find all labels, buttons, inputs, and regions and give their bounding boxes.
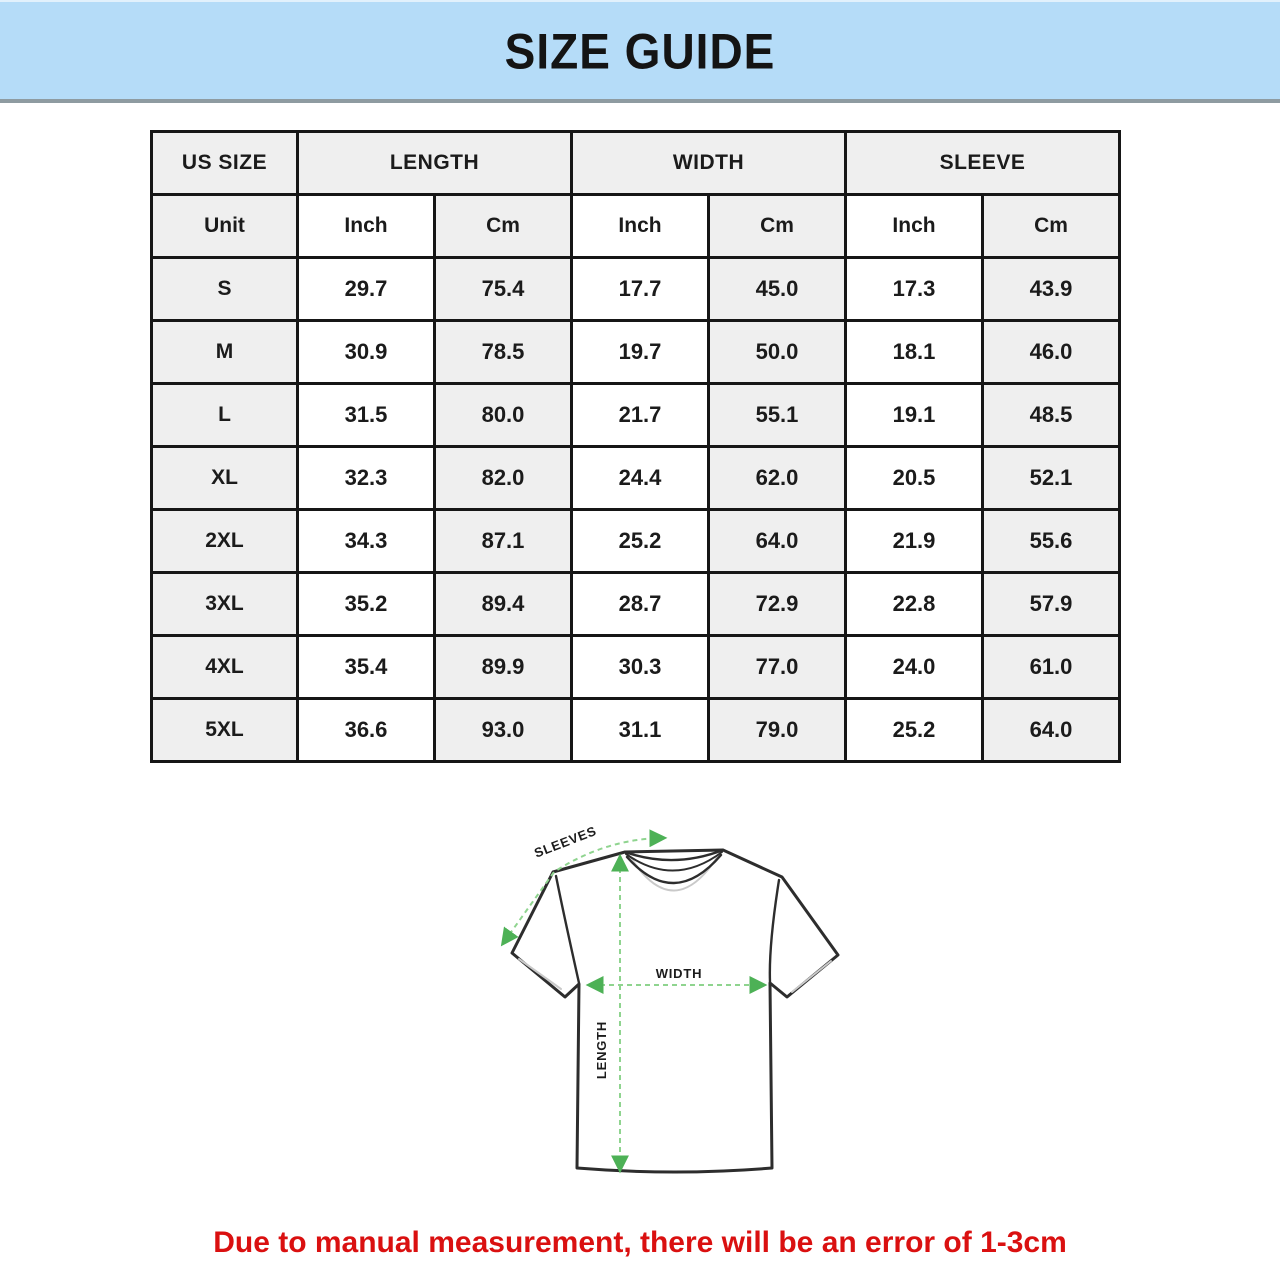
measurement-cell: 64.0 <box>709 510 846 573</box>
measurement-cell: 25.2 <box>846 699 983 762</box>
measurement-cell: 43.9 <box>983 258 1120 321</box>
measurement-cell: 20.5 <box>846 447 983 510</box>
measurement-cell: 78.5 <box>435 321 572 384</box>
unit-cell-width-cm: Cm <box>709 195 846 258</box>
measurement-cell: 72.9 <box>709 573 846 636</box>
size-label-cell: 5XL <box>152 699 298 762</box>
measurement-cell: 31.5 <box>298 384 435 447</box>
col-header-width: WIDTH <box>572 132 846 195</box>
measurement-cell: 55.6 <box>983 510 1120 573</box>
size-table <box>150 130 1121 763</box>
size-label-cell: 4XL <box>152 636 298 699</box>
measurement-cell: 82.0 <box>435 447 572 510</box>
length-label: LENGTH <box>594 1020 609 1080</box>
table-group-header-row <box>152 132 1120 195</box>
table-row <box>152 447 1120 510</box>
table-row <box>152 384 1120 447</box>
measurement-cell: 80.0 <box>435 384 572 447</box>
table-row <box>152 573 1120 636</box>
size-label-cell: M <box>152 321 298 384</box>
measurement-cell: 50.0 <box>709 321 846 384</box>
measurement-cell: 18.1 <box>846 321 983 384</box>
measurement-cell: 79.0 <box>709 699 846 762</box>
measurement-cell: 87.1 <box>435 510 572 573</box>
unit-cell-sleeve-cm: Cm <box>983 195 1120 258</box>
banner <box>0 0 1280 103</box>
measurement-cell: 21.7 <box>572 384 709 447</box>
measurement-cell: 57.9 <box>983 573 1120 636</box>
measurement-cell: 45.0 <box>709 258 846 321</box>
measurement-cell: 22.8 <box>846 573 983 636</box>
measurement-cell: 29.7 <box>298 258 435 321</box>
measurement-cell: 17.3 <box>846 258 983 321</box>
measurement-cell: 77.0 <box>709 636 846 699</box>
col-header-length: LENGTH <box>298 132 572 195</box>
measurement-note: Due to manual measurement, there will be an error of 1-3cm <box>213 1226 1067 1259</box>
measurement-cell: 89.9 <box>435 636 572 699</box>
measurement-cell: 61.0 <box>983 636 1120 699</box>
table-row <box>152 321 1120 384</box>
size-label-cell: S <box>152 258 298 321</box>
page-title: SIZE GUIDE <box>504 22 776 79</box>
table-row <box>152 699 1120 762</box>
size-label-cell: XL <box>152 447 298 510</box>
measurement-cell: 89.4 <box>435 573 572 636</box>
size-label-cell: 2XL <box>152 510 298 573</box>
tshirt-outline <box>512 850 838 1172</box>
measurement-cell: 19.7 <box>572 321 709 384</box>
measurement-cell: 17.7 <box>572 258 709 321</box>
col-header-us-size: US SIZE <box>152 132 298 195</box>
unit-cell-sleeve-inch: Inch <box>846 195 983 258</box>
table-unit-row <box>152 195 1120 258</box>
table-row <box>152 636 1120 699</box>
table-row <box>152 258 1120 321</box>
measurement-cell: 46.0 <box>983 321 1120 384</box>
measurement-cell: 19.1 <box>846 384 983 447</box>
measurement-cell: 48.5 <box>983 384 1120 447</box>
measurement-cell: 30.3 <box>572 636 709 699</box>
table-row <box>152 510 1120 573</box>
measurement-cell: 64.0 <box>983 699 1120 762</box>
measurement-cell: 34.3 <box>298 510 435 573</box>
size-label-cell: 3XL <box>152 573 298 636</box>
measurement-cell: 31.1 <box>572 699 709 762</box>
measurement-cell: 62.0 <box>709 447 846 510</box>
col-header-sleeve: SLEEVE <box>846 132 1120 195</box>
measurement-cell: 28.7 <box>572 573 709 636</box>
width-label: WIDTH <box>655 966 703 981</box>
measurement-cell: 35.2 <box>298 573 435 636</box>
unit-cell-length-cm: Cm <box>435 195 572 258</box>
measurement-cell: 21.9 <box>846 510 983 573</box>
measurement-cell: 52.1 <box>983 447 1120 510</box>
unit-cell-width-inch: Inch <box>572 195 709 258</box>
measurement-cell: 25.2 <box>572 510 709 573</box>
unit-cell-length-inch: Inch <box>298 195 435 258</box>
unit-label-cell: Unit <box>152 195 298 258</box>
measurement-cell: 35.4 <box>298 636 435 699</box>
measurement-cell: 30.9 <box>298 321 435 384</box>
measurement-cell: 36.6 <box>298 699 435 762</box>
measurement-cell: 24.4 <box>572 447 709 510</box>
measurement-cell: 75.4 <box>435 258 572 321</box>
size-table-body <box>152 258 1120 762</box>
sleeves-label: SLEEVES <box>532 823 599 861</box>
measurement-cell: 55.1 <box>709 384 846 447</box>
measurement-cell: 32.3 <box>298 447 435 510</box>
measurement-cell: 93.0 <box>435 699 572 762</box>
tshirt-diagram <box>460 812 860 1222</box>
size-label-cell: L <box>152 384 298 447</box>
measurement-cell: 24.0 <box>846 636 983 699</box>
